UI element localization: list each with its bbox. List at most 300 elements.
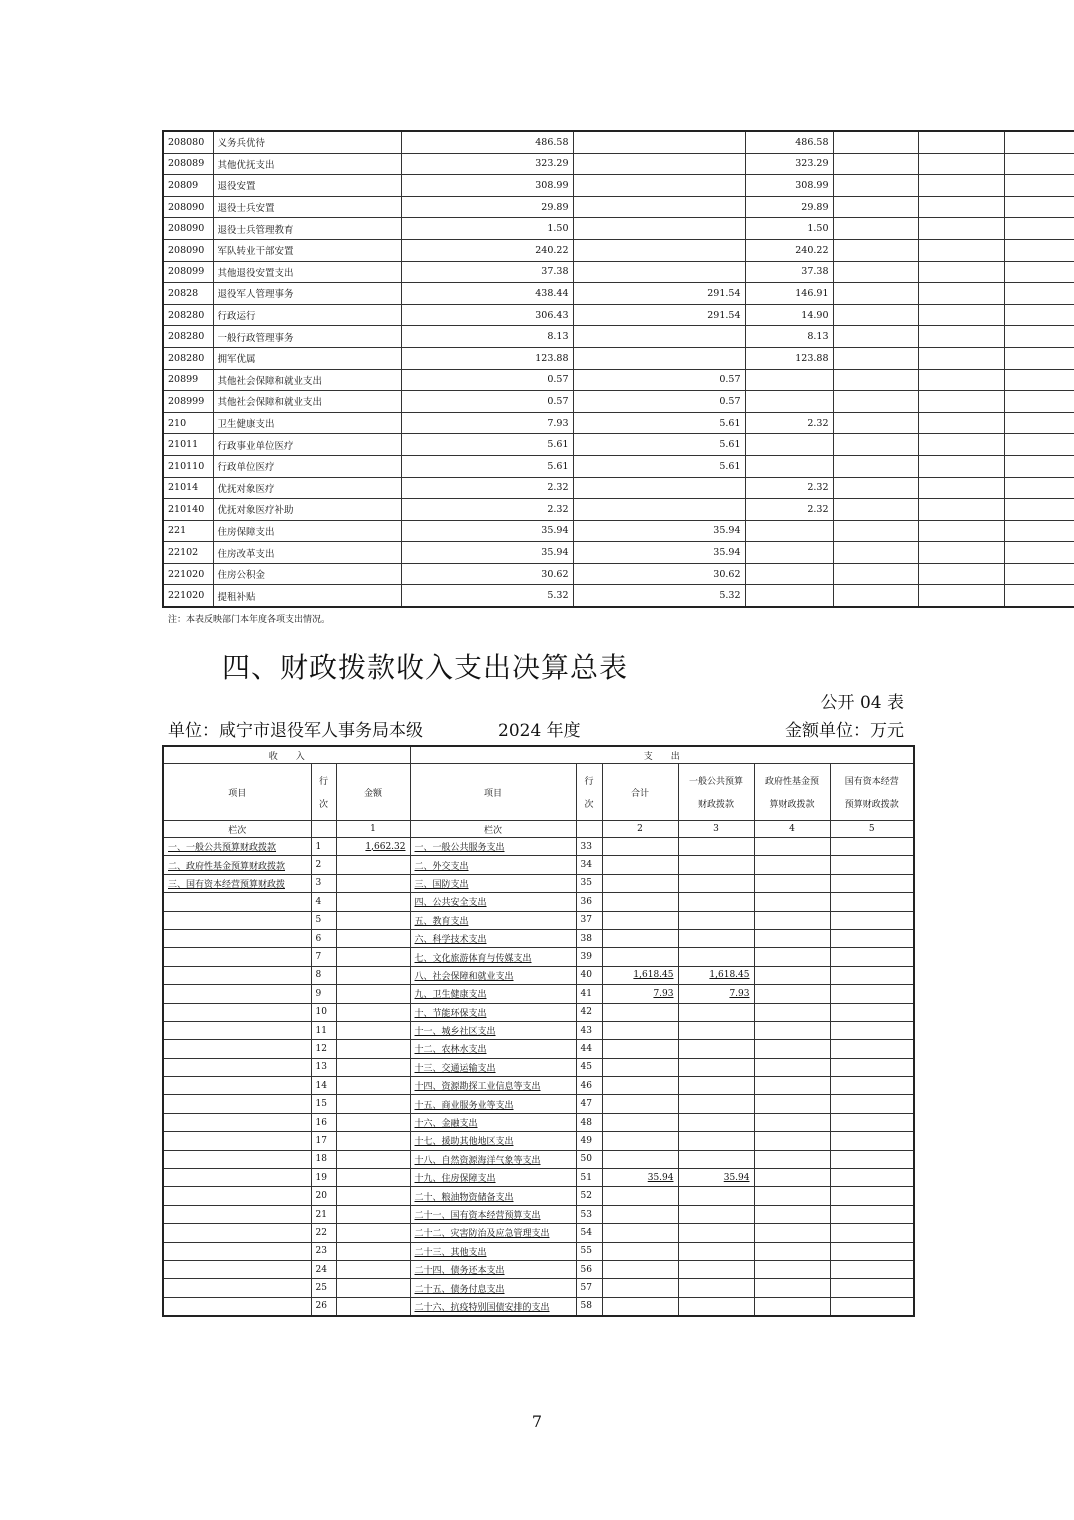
income-line-no: 14: [311, 1077, 336, 1095]
expense-fund: [754, 1224, 830, 1242]
unit-label: 单位：咸宁市退役军人事务局本级: [168, 721, 423, 741]
total-amount: 35.94: [401, 542, 573, 564]
total-amount: 5.61: [401, 455, 573, 477]
expense-general: [678, 1021, 754, 1039]
income-item: [163, 911, 311, 929]
expense-total: [602, 1260, 678, 1278]
expense-state: [830, 1169, 914, 1187]
expense-fund: [754, 1077, 830, 1095]
expense-fund: [754, 1150, 830, 1168]
empty-cell: [833, 261, 918, 283]
expense-general: 7.93: [678, 985, 754, 1003]
function-name: 退役安置: [213, 175, 401, 197]
expense-total: [602, 1058, 678, 1076]
empty-cell: [833, 477, 918, 499]
expense-line-no: 36: [576, 893, 602, 911]
expense-line-no: 49: [576, 1132, 602, 1150]
project-amount: 2.32: [745, 412, 833, 434]
empty-cell: [918, 563, 1004, 585]
empty-cell: [833, 239, 918, 261]
empty-cell: [1004, 283, 1074, 305]
expense-general: [678, 856, 754, 874]
total-amount: 486.58: [401, 131, 573, 153]
income-amount: [336, 1169, 410, 1187]
income-item: [163, 893, 311, 911]
income-amount: [336, 1040, 410, 1058]
basic-amount: 30.62: [573, 563, 745, 585]
income-line-no: 4: [311, 893, 336, 911]
fiscal-appropriation-summary-table: [162, 745, 915, 1317]
project-amount: 29.89: [745, 196, 833, 218]
expense-total: [602, 1003, 678, 1021]
income-amount: [336, 1242, 410, 1260]
table-row: [163, 1150, 914, 1168]
project-amount: 123.88: [745, 347, 833, 369]
empty-cell: [833, 153, 918, 175]
total-amount: 29.89: [401, 196, 573, 218]
income-amount-header: 金额: [336, 764, 410, 821]
expense-fund: [754, 1169, 830, 1187]
income-amount: [336, 1279, 410, 1297]
function-name: 其他优抚支出: [213, 153, 401, 175]
empty-cell: [833, 326, 918, 348]
expense-item: 二、外交支出: [410, 856, 576, 874]
expense-state: [830, 893, 914, 911]
income-amount: [336, 1205, 410, 1223]
total-amount: 306.43: [401, 304, 573, 326]
function-code: 20899: [163, 369, 213, 391]
income-line-no: 6: [311, 929, 336, 947]
expense-state: [830, 1132, 914, 1150]
section-title: 四、财政拨款收入支出决算总表: [222, 651, 629, 684]
project-amount: 14.90: [745, 304, 833, 326]
expense-item: 四、公共安全支出: [410, 893, 576, 911]
table-row: [163, 966, 914, 984]
table-row: [163, 911, 914, 929]
income-item: [163, 1279, 311, 1297]
expense-total: [602, 1021, 678, 1039]
income-item: [163, 1224, 311, 1242]
expense-state: [830, 1260, 914, 1278]
empty-cell: [918, 542, 1004, 564]
income-line-no: 21: [311, 1205, 336, 1223]
expense-item: 十六、金融支出: [410, 1113, 576, 1131]
expense-general: [678, 1297, 754, 1316]
expense-line-no: 44: [576, 1040, 602, 1058]
total-amount: 323.29: [401, 153, 573, 175]
empty-cell: [918, 499, 1004, 521]
project-amount: [745, 563, 833, 585]
expense-total: [602, 911, 678, 929]
function-code: 208099: [163, 261, 213, 283]
income-line-no: 8: [311, 966, 336, 984]
function-name: 优抚对象医疗: [213, 477, 401, 499]
basic-amount: 5.61: [573, 412, 745, 434]
total-amount: 7.93: [401, 412, 573, 434]
function-name: 义务兵优待: [213, 131, 401, 153]
expense-line-no: 52: [576, 1187, 602, 1205]
expense-state: [830, 838, 914, 856]
table-row: [163, 261, 1074, 283]
expense-total: [602, 1150, 678, 1168]
total-amount: 2.32: [401, 477, 573, 499]
table-row: [163, 391, 1074, 413]
income-line-no: 18: [311, 1150, 336, 1168]
function-code: 208280: [163, 326, 213, 348]
income-amount: [336, 985, 410, 1003]
income-item: [163, 1187, 311, 1205]
expense-total: [602, 893, 678, 911]
income-line-no: 15: [311, 1095, 336, 1113]
table-row: [163, 856, 914, 874]
income-amount: [336, 1003, 410, 1021]
empty-cell: [918, 175, 1004, 197]
expense-general: 1,618.45: [678, 966, 754, 984]
income-item: [163, 1003, 311, 1021]
expense-total: [602, 1242, 678, 1260]
table-row: [163, 1224, 914, 1242]
expense-item: 九、卫生健康支出: [410, 985, 576, 1003]
income-item: [163, 966, 311, 984]
income-item: [163, 1132, 311, 1150]
expense-general: [678, 838, 754, 856]
expense-total: [602, 1297, 678, 1316]
empty-cell: [1004, 499, 1074, 521]
income-amount: [336, 966, 410, 984]
table-row: [163, 520, 1074, 542]
empty-cell: [1004, 131, 1074, 153]
empty-cell: [918, 369, 1004, 391]
income-item: [163, 1040, 311, 1058]
expense-fund: [754, 1095, 830, 1113]
function-code: 221020: [163, 563, 213, 585]
empty-cell: [833, 499, 918, 521]
expense-fund: [754, 985, 830, 1003]
expense-fund: [754, 838, 830, 856]
expense-general: [678, 1260, 754, 1278]
expense-item: 二十、粮油物资储备支出: [410, 1187, 576, 1205]
expense-item: 二十五、债务付息支出: [410, 1279, 576, 1297]
empty-cell: [833, 412, 918, 434]
function-name: 其他退役安置支出: [213, 261, 401, 283]
empty-cell: [918, 131, 1004, 153]
expense-line-no: 53: [576, 1205, 602, 1223]
income-item-header: 项目: [163, 764, 311, 821]
empty-cell: [918, 477, 1004, 499]
project-amount: 2.32: [745, 499, 833, 521]
expense-fund: [754, 1187, 830, 1205]
expense-fund: [754, 1003, 830, 1021]
expense-state: [830, 1279, 914, 1297]
empty-cell: [918, 304, 1004, 326]
income-amount: [336, 1297, 410, 1316]
empty-cell: [1004, 153, 1074, 175]
expense-fund: [754, 1040, 830, 1058]
income-amount: [336, 893, 410, 911]
income-line-no: 16: [311, 1113, 336, 1131]
basic-amount: [573, 218, 745, 240]
function-name: 军队转业干部安置: [213, 239, 401, 261]
expense-fund: [754, 948, 830, 966]
expense-total: [602, 1095, 678, 1113]
income-amount: [336, 1095, 410, 1113]
expense-line-no: 43: [576, 1021, 602, 1039]
expense-state: [830, 1242, 914, 1260]
function-code: 208280: [163, 304, 213, 326]
expense-general: [678, 929, 754, 947]
total-amount: 35.94: [401, 520, 573, 542]
table-row: [163, 929, 914, 947]
function-code: 22102: [163, 542, 213, 564]
income-line-no: 2: [311, 856, 336, 874]
basic-amount: [573, 131, 745, 153]
income-item: [163, 1242, 311, 1260]
function-name: 优抚对象医疗补助: [213, 499, 401, 521]
expense-fund: [754, 1260, 830, 1278]
total-amount: 8.13: [401, 326, 573, 348]
empty-cell: [1004, 369, 1074, 391]
empty-cell: [833, 175, 918, 197]
expense-line-no: 48: [576, 1113, 602, 1131]
table-row: [163, 347, 1074, 369]
expense-general: [678, 1187, 754, 1205]
table-row: [163, 1297, 914, 1316]
basic-amount: [573, 477, 745, 499]
basic-amount: 291.54: [573, 304, 745, 326]
basic-amount: 35.94: [573, 542, 745, 564]
expense-item: 七、文化旅游体育与传媒支出: [410, 948, 576, 966]
empty-cell: [1004, 477, 1074, 499]
table-row: [163, 1021, 914, 1039]
basic-amount: 0.57: [573, 391, 745, 413]
expense-line-no: 38: [576, 929, 602, 947]
expense-state: [830, 1297, 914, 1316]
basic-amount: [573, 153, 745, 175]
project-amount: 8.13: [745, 326, 833, 348]
function-name: 卫生健康支出: [213, 412, 401, 434]
expense-state: [830, 1113, 914, 1131]
income-item: [163, 1095, 311, 1113]
expense-line-no: 58: [576, 1297, 602, 1316]
function-code: 208280: [163, 347, 213, 369]
empty-cell: [1004, 455, 1074, 477]
function-code: 20828: [163, 283, 213, 305]
expense-fund: [754, 893, 830, 911]
expense-item: 六、科学技术支出: [410, 929, 576, 947]
expense-line-no: 42: [576, 1003, 602, 1021]
function-code: 210: [163, 412, 213, 434]
function-code: 210110: [163, 455, 213, 477]
total-amount: 308.99: [401, 175, 573, 197]
expense-item: 十、节能环保支出: [410, 1003, 576, 1021]
total-amount: 123.88: [401, 347, 573, 369]
project-amount: [745, 455, 833, 477]
income-line-no: 19: [311, 1169, 336, 1187]
lanci-num: 4: [754, 821, 830, 838]
table-row: [163, 542, 1074, 564]
table-row: [163, 874, 914, 892]
empty-cell: [1004, 347, 1074, 369]
income-amount: [336, 948, 410, 966]
expense-state: [830, 856, 914, 874]
empty-cell: [1004, 391, 1074, 413]
table-row: [163, 369, 1074, 391]
basic-amount: 5.61: [573, 434, 745, 456]
income-amount: [336, 856, 410, 874]
empty-cell: [1004, 261, 1074, 283]
function-code: 208999: [163, 391, 213, 413]
total-amount: 0.57: [401, 391, 573, 413]
empty-cell: [918, 261, 1004, 283]
expense-fund: [754, 1113, 830, 1131]
empty-cell: [833, 283, 918, 305]
function-name: 一般行政管理事务: [213, 326, 401, 348]
project-amount: [745, 585, 833, 607]
expense-fund: [754, 1021, 830, 1039]
income-item: 一、一般公共预算财政拨款: [163, 838, 311, 856]
expense-fund: [754, 1279, 830, 1297]
total-amount: 30.62: [401, 563, 573, 585]
income-amount: [336, 1058, 410, 1076]
table-row: [163, 455, 1074, 477]
empty-cell: [833, 391, 918, 413]
total-amount: 1.50: [401, 218, 573, 240]
expense-general: [678, 911, 754, 929]
function-name: 住房改革支出: [213, 542, 401, 564]
expense-item: 十二、农林水支出: [410, 1040, 576, 1058]
empty-cell: [1004, 326, 1074, 348]
expense-total: [602, 1077, 678, 1095]
expense-line-no: 47: [576, 1095, 602, 1113]
income-line-no: 13: [311, 1058, 336, 1076]
income-header: 收 入: [163, 746, 410, 764]
expense-fund: [754, 1205, 830, 1223]
expense-item: 十七、援助其他地区支出: [410, 1132, 576, 1150]
table-row: [163, 196, 1074, 218]
empty-cell: [833, 434, 918, 456]
project-amount: 486.58: [745, 131, 833, 153]
expense-line-no: 33: [576, 838, 602, 856]
expense-total: [602, 874, 678, 892]
table-row: [163, 239, 1074, 261]
project-amount: 1.50: [745, 218, 833, 240]
expense-state: [830, 1077, 914, 1095]
expense-fund-header: 政府性基金预 算财政拨款: [754, 764, 830, 821]
total-amount: 240.22: [401, 239, 573, 261]
income-item: 二、政府性基金预算财政拨款: [163, 856, 311, 874]
expense-fund: [754, 874, 830, 892]
income-item: [163, 1058, 311, 1076]
income-amount: 1,662.32: [336, 838, 410, 856]
expense-total: [602, 948, 678, 966]
function-name: 退役军人管理事务: [213, 283, 401, 305]
expense-general-header: 一般公共预算 财政拨款: [678, 764, 754, 821]
basic-amount: [573, 499, 745, 521]
table-row: [163, 326, 1074, 348]
expense-fund: [754, 1297, 830, 1316]
empty-cell: [1004, 196, 1074, 218]
empty-cell: [1004, 434, 1074, 456]
empty-cell: [918, 283, 1004, 305]
income-item: [163, 948, 311, 966]
expense-line-no: 50: [576, 1150, 602, 1168]
table-row: [163, 1187, 914, 1205]
expense-state: [830, 911, 914, 929]
expense-total: [602, 856, 678, 874]
income-item: [163, 1169, 311, 1187]
expense-general: [678, 1132, 754, 1150]
income-amount: [336, 1021, 410, 1039]
income-item: [163, 1297, 311, 1316]
empty-cell: [1004, 412, 1074, 434]
expense-line-no: 34: [576, 856, 602, 874]
income-line-no: 23: [311, 1242, 336, 1260]
expense-fund: [754, 929, 830, 947]
project-amount: 146.91: [745, 283, 833, 305]
income-line-no: 11: [311, 1021, 336, 1039]
expense-total-header: 合计: [602, 764, 678, 821]
expense-item: 三、国防支出: [410, 874, 576, 892]
function-code: 20809: [163, 175, 213, 197]
lanci-label: 栏次: [410, 821, 576, 838]
table-row: [163, 838, 914, 856]
table-row: [163, 985, 914, 1003]
expense-total: [602, 929, 678, 947]
table-row: [163, 153, 1074, 175]
function-name: 行政单位医疗: [213, 455, 401, 477]
total-amount: 0.57: [401, 369, 573, 391]
expense-item: 五、教育支出: [410, 911, 576, 929]
lanci-num: 3: [678, 821, 754, 838]
income-line-no: 24: [311, 1260, 336, 1278]
basic-amount: 291.54: [573, 283, 745, 305]
project-amount: 240.22: [745, 239, 833, 261]
empty-cell: [918, 434, 1004, 456]
project-amount: [745, 520, 833, 542]
expense-fund: [754, 966, 830, 984]
expense-item: 二十一、国有资本经营预算支出: [410, 1205, 576, 1223]
empty-cell: [833, 218, 918, 240]
function-code: 21014: [163, 477, 213, 499]
table-row: [163, 1242, 914, 1260]
table-row: [163, 1003, 914, 1021]
expense-total: [602, 1279, 678, 1297]
empty-cell: [1004, 563, 1074, 585]
table-row: [163, 131, 1074, 153]
function-code: 21011: [163, 434, 213, 456]
function-name: 退役士兵安置: [213, 196, 401, 218]
expense-general: [678, 1077, 754, 1095]
expense-general: [678, 1040, 754, 1058]
expense-fund: [754, 856, 830, 874]
table-row: [163, 477, 1074, 499]
table-row: [163, 499, 1074, 521]
income-line-no: 12: [311, 1040, 336, 1058]
empty-cell: [1004, 218, 1074, 240]
basic-amount: [573, 261, 745, 283]
expense-item: 十九、住房保障支出: [410, 1169, 576, 1187]
income-line-no: 5: [311, 911, 336, 929]
empty-cell: [918, 520, 1004, 542]
empty-cell: [918, 196, 1004, 218]
project-amount: [745, 542, 833, 564]
lanci-num: 5: [830, 821, 914, 838]
expense-state: [830, 1150, 914, 1168]
table-row: [163, 412, 1074, 434]
empty-cell: [918, 455, 1004, 477]
function-name: 其他社会保障和就业支出: [213, 369, 401, 391]
expense-state: [830, 929, 914, 947]
